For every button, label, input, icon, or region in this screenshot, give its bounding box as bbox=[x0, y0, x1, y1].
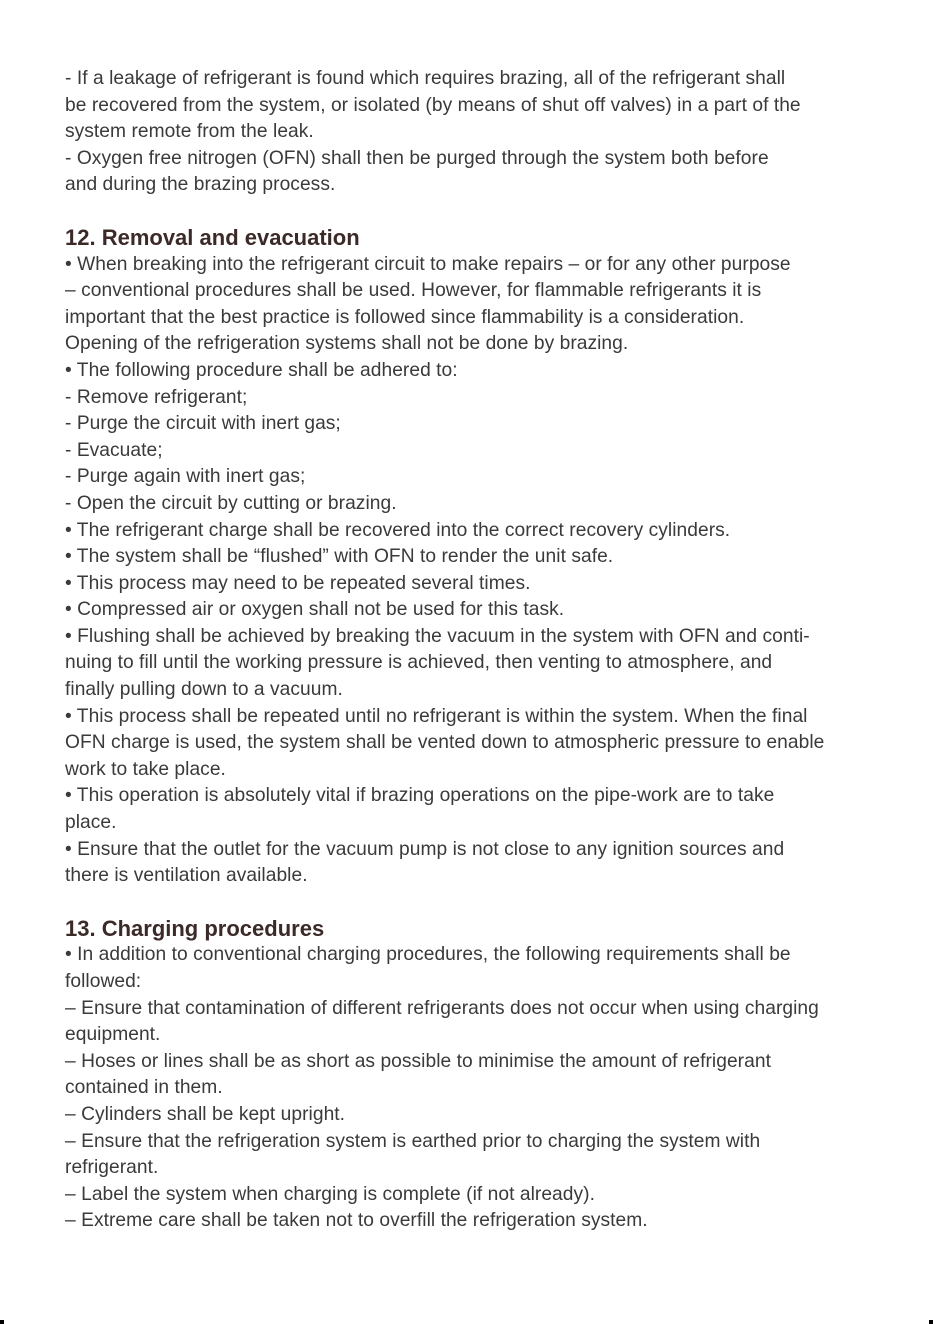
text-line: OFN charge is used, the system shall be vented down to atmospheric pressure to enable bbox=[65, 732, 825, 754]
text-line: equipment. bbox=[65, 1024, 161, 1046]
text-line: important that the best practice is followed since flammability is a consideration. bbox=[65, 306, 745, 328]
text-line: - Purge the circuit with inert gas; bbox=[65, 413, 341, 435]
text-line: – conventional procedures shall be used. However, for flammable refrigerants it is bbox=[65, 280, 762, 302]
intro-paragraph bbox=[65, 66, 871, 199]
text-line: – Ensure that the refrigeration system is earthed prior to charging the system with bbox=[65, 1130, 761, 1152]
text-line: • The refrigerant charge shall be recovered into the correct recovery cylinders. bbox=[65, 519, 731, 541]
text-line: • When breaking into the refrigerant circuit to make repairs – or for any other purpose bbox=[65, 253, 791, 275]
text-line: • This process may need to be repeated several times. bbox=[65, 572, 531, 594]
section-charging-procedures bbox=[65, 916, 871, 1235]
text-line: - Purge again with inert gas; bbox=[65, 466, 306, 488]
text-line: place. bbox=[65, 812, 117, 834]
text-line: - If a leakage of refrigerant is found which requires brazing, all of the refrigerant shall bbox=[65, 68, 786, 89]
text-line: – Label the system when charging is complete (if not already). bbox=[65, 1183, 595, 1205]
text-line: - Remove refrigerant; bbox=[65, 386, 248, 408]
text-line: • The system shall be “flushed” with OFN to render the unit safe. bbox=[65, 546, 614, 568]
text-line: finally pulling down to a vacuum. bbox=[65, 679, 343, 701]
text-line: system remote from the leak. bbox=[65, 121, 314, 143]
text-line: refrigerant. bbox=[65, 1157, 159, 1179]
text-line: – Hoses or lines shall be as short as possible to minimise the amount of refrigerant bbox=[65, 1050, 771, 1072]
text-line: – Extreme care shall be taken not to overfill the refrigeration system. bbox=[65, 1210, 648, 1232]
text-line: – Ensure that contamination of different refrigerants does not occur when using charging bbox=[65, 997, 819, 1019]
text-line: - Open the circuit by cutting or brazing. bbox=[65, 492, 397, 514]
section-heading: 13. Charging procedures bbox=[65, 915, 325, 941]
crop-mark bbox=[929, 1320, 933, 1324]
crop-mark bbox=[0, 1320, 4, 1324]
text-line: - Evacuate; bbox=[65, 439, 163, 461]
text-line: • Ensure that the outlet for the vacuum pump is not close to any ignition sources and bbox=[65, 838, 785, 860]
section-heading: 12. Removal and evacuation bbox=[65, 224, 360, 250]
text-line: • This operation is absolutely vital if brazing operations on the pipe-work are to take bbox=[65, 785, 775, 807]
text-line: • In addition to conventional charging procedures, the following requirements shall be bbox=[65, 944, 791, 966]
document-page bbox=[65, 66, 871, 1235]
text-line: nuing to fill until the working pressure is achieved, then venting to atmosphere, and bbox=[65, 652, 773, 674]
text-line: • The following procedure shall be adhered to: bbox=[65, 359, 458, 381]
text-line: – Cylinders shall be kept upright. bbox=[65, 1103, 346, 1125]
text-line: be recovered from the system, or isolated (by means of shut off valves) in a part of the bbox=[65, 94, 801, 116]
text-line: contained in them. bbox=[65, 1077, 223, 1099]
text-line: • This process shall be repeated until no refrigerant is within the system. When the final bbox=[65, 705, 808, 727]
text-line: • Flushing shall be achieved by breaking the vacuum in the system with OFN and conti- bbox=[65, 625, 810, 647]
text-line: there is ventilation available. bbox=[65, 865, 308, 887]
text-line: Opening of the refrigeration systems shall not be done by brazing. bbox=[65, 333, 629, 355]
text-line: followed: bbox=[65, 971, 142, 992]
text-line: - Oxygen free nitrogen (OFN) shall then be purged through the system both before bbox=[65, 147, 769, 169]
text-line: • Compressed air or oxygen shall not be used for this task. bbox=[65, 599, 565, 621]
text-line: work to take place. bbox=[65, 758, 226, 780]
section-removal-evacuation bbox=[65, 225, 871, 890]
text-line: and during the brazing process. bbox=[65, 174, 336, 196]
